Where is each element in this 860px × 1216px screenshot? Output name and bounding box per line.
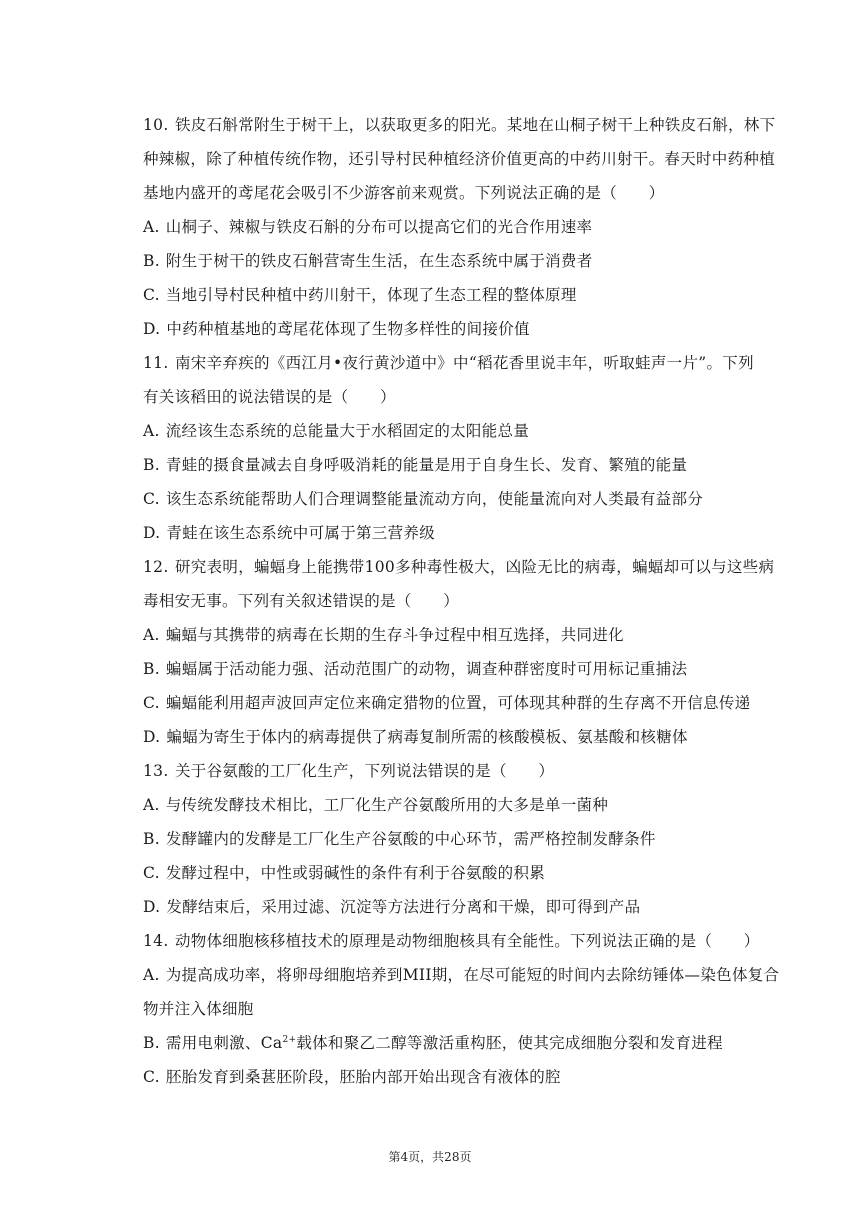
question-10-option-c [143,278,753,312]
option-text: 蝙蝠与其携带的病毒在长期的生存斗争过程中相互选择，共同进化 [165,626,624,644]
option-letter: D. [143,728,161,746]
option-letter: C. [143,694,160,712]
option-letter: B. [143,660,160,678]
question-11-stem-line-2: 有关该稻田的说法错误的是（ ） [143,388,396,406]
option-text: 蝙蝠为寄生于体内的病毒提供了病毒复制所需的核酸模板、氨基酸和核糖体 [166,728,688,746]
option-text: 胚胎发育到桑葚胚阶段，胚胎内部开始出现含有液体的腔 [165,1068,561,1086]
question-13-stem-line-1 [143,754,753,788]
question-14-option-c [143,1060,753,1094]
question-13-option-d [143,890,753,924]
option-text: 当地引导村民种植中药川射干，体现了生态工程的整体原理 [165,286,577,304]
option-letter: D. [143,898,161,916]
question-number: 10. [143,116,169,134]
option-letter: A. [143,966,160,984]
option-letter: C. [143,1068,160,1086]
option-text: 蝙蝠能利用超声波回声定位来确定猎物的位置，可体现其种群的生存离不开信息传递 [165,694,751,712]
question-10-option-a [143,210,753,244]
option-text-post: 载体和聚乙二醇等激活重构胚，使其完成细胞分裂和发育进程 [296,1034,723,1052]
option-letter: B. [143,1034,160,1052]
question-stem-text: 研究表明，蝙蝠身上能携带100多种毒性极大，凶险无比的病毒，蝙蝠却可以与这些病 [175,558,775,576]
question-11-option-b [143,448,753,482]
option-text: 该生态系统能帮助人们合理调整能量流动方向，使能量流向对人类最有益部分 [165,490,704,508]
question-12-option-a [143,618,753,652]
option-text-pre: 需用电刺激、Ca [165,1034,283,1052]
question-11-option-c [143,482,753,516]
question-12-option-b [143,652,753,686]
question-10-stem-line-1 [143,108,776,142]
option-letter: A. [143,422,160,440]
question-14-option-a-continued: 物并注入体细胞 [143,1000,254,1018]
option-text: 青蛙的摄食量减去自身呼吸消耗的能量是用于自身生长、发育、繁殖的能量 [165,456,688,474]
question-stem-text: 关于谷氨酸的工厂化生产，下列说法错误的是（ ） [175,762,555,780]
option-text: 发酵过程中，中性或弱碱性的条件有利于谷氨酸的积累 [165,864,546,882]
question-14-option-a [143,958,780,992]
option-letter: D. [143,320,161,338]
option-letter: C. [143,864,160,882]
question-10-option-b [143,244,753,278]
option-letter: A. [143,626,160,644]
option-text: 蝙蝠属于活动能力强、活动范围广的动物，调查种群密度时可用标记重捕法 [165,660,688,678]
question-12-stem-line-2: 毒相安无事。下列有关叙述错误的是（ ） [143,592,460,610]
option-text: 发酵结束后，采用过滤、沉淀等方法进行分离和干燥，即可得到产品 [166,898,641,916]
question-11-option-d [143,516,753,550]
superscript-charge: 2+ [282,1035,297,1045]
question-12-option-c [143,686,753,720]
question-12-option-d [143,720,753,754]
option-letter: C. [143,490,160,508]
question-10-stem-line-3: 基地内盛开的鸢尾花会吸引不少游客前来观赏。下列说法正确的是（ ） [143,184,665,202]
option-letter: B. [143,830,160,848]
question-stem-text: 动物体细胞核移植技术的原理是动物细胞核具有全能性。下列说法正确的是（ ） [175,932,760,950]
option-letter: B. [143,456,160,474]
option-text: 附生于树干的铁皮石斛营寄生生活，在生态系统中属于消费者 [165,252,593,270]
option-text: 为提高成功率，将卵母细胞培养到MII期，在尽可能短的时间内去除纺锤体—染色体复合 [165,966,780,984]
question-14-stem-line-1 [143,924,760,958]
question-11-option-a [143,414,753,448]
question-stem-text: 铁皮石斛常附生于树干上，以获取更多的阳光。某地在山桐子树干上种铁皮石斛，林下 [175,116,776,134]
question-13-option-a [143,788,753,822]
question-number: 13. [143,762,169,780]
page-footer: 第4页，共28页 [388,1150,472,1164]
question-13-option-b [143,822,753,856]
option-text: 与传统发酵技术相比，工厂化生产谷氨酸所用的大多是单一菌种 [165,796,609,814]
option-text: 发酵罐内的发酵是工厂化生产谷氨酸的中心环节，需严格控制发酵条件 [165,830,656,848]
question-12-stem-line-1 [143,550,775,584]
option-text: 青蛙在该生态系统中可属于第三营养级 [166,524,436,542]
option-letter: A. [143,218,160,236]
question-13-option-c [143,856,753,890]
option-letter: B. [143,252,160,270]
option-text: 山桐子、辣椒与铁皮石斛的分布可以提高它们的光合作用速率 [165,218,593,236]
option-text: 中药种植基地的鸢尾花体现了生物多样性的间接价值 [166,320,530,338]
question-list [143,108,780,1094]
option-letter: A. [143,796,160,814]
question-number: 11. [143,354,169,372]
option-letter: C. [143,286,160,304]
question-11-stem-line-1 [143,346,753,380]
question-14-option-b [143,1026,753,1060]
option-letter: D. [143,524,161,542]
question-stem-text: 南宋辛弃疾的《西江月•夜行黄沙道中》中“稻花香里说丰年，听取蛙声一片”。下列 [175,354,754,372]
question-10-stem-line-2: 种辣椒，除了种植传统作物，还引导村民种植经济价值更高的中药川射干。春天时中药种植 [143,150,776,168]
question-10-option-d [143,312,753,346]
question-number: 12. [143,558,169,576]
question-number: 14. [143,932,169,950]
option-text: 流经该生态系统的总能量大于水稻固定的太阳能总量 [165,422,530,440]
